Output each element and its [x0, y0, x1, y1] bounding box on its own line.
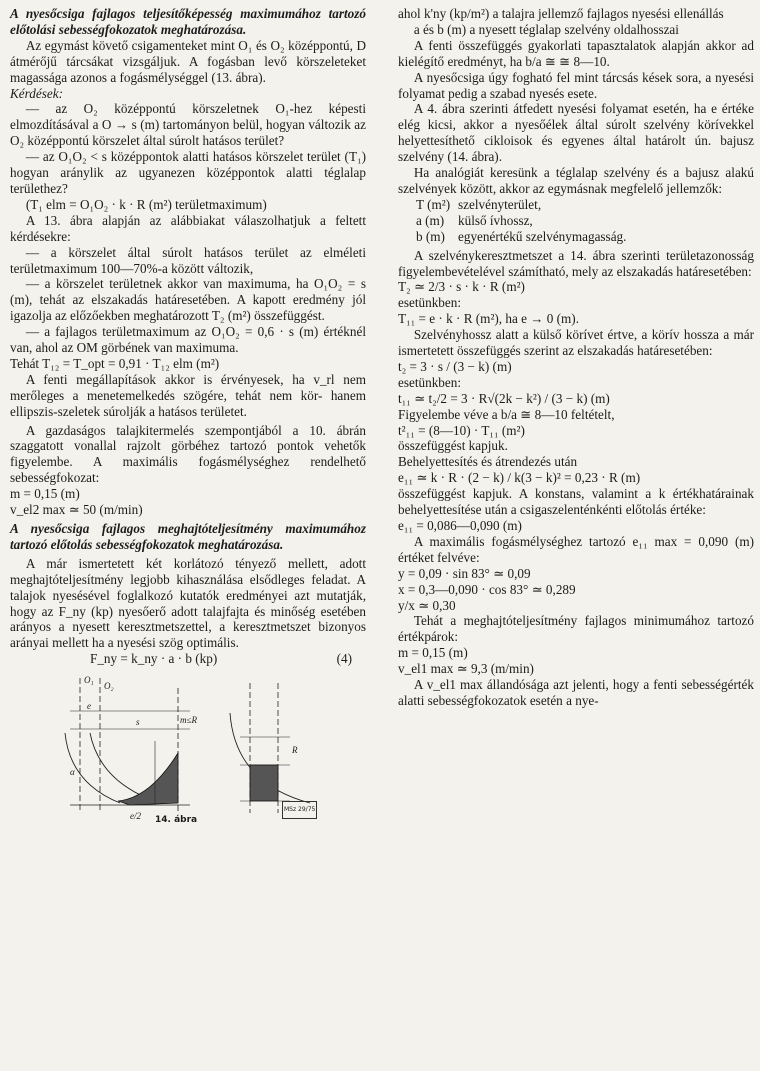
- equation: x = 0,3—0,090 · cos 83° ≃ 0,289: [398, 581, 576, 597]
- answer-item: — a fajlagos területmaximum az O₁O₂ = 0,6 · s (m) értéknél van, ahol az OM görbének van maximuma.: [10, 324, 366, 356]
- equation: e₁₁ = 0,086—0,090 (m): [398, 518, 522, 533]
- section-heading: A nyesőcsiga fajlagos teljesítőképesség maximumához tartozó előtolási sebességfokozatok meghatározása.: [10, 6, 366, 37]
- questions-label: Kérdések:: [10, 85, 63, 101]
- answer-item: — a körszelet által súrolt hatásos terület az elméleti területmaximum 100—70%-a között változik,: [10, 244, 366, 276]
- paragraph: Szelvényhossz alatt a külső körívet értve, a körív hossza a már ismertetett összefüggés szerint az elszakadás határesetében:: [398, 327, 754, 359]
- paragraph: A nyesőcsiga úgy fogható fel mint tárcsás kések sora, a nyesési folyamat pedig a szabad nyesés esete.: [398, 69, 754, 101]
- paragraph: A maximális fogásmélységhez tartozó e₁₁ max = 0,090 (m) értéket felvéve:: [398, 533, 754, 565]
- equation: F_ny = k_ny · a · b (kp): [90, 651, 218, 667]
- equation: m = 0,15 (m): [10, 486, 80, 502]
- text-line: Behelyettesítés és átrendezés után: [398, 454, 578, 470]
- figure-label: m≤R: [180, 715, 197, 726]
- paragraph: összefüggést kapjuk. A konstans, valamint a k értékhatárainak behelyettesítése után a csigaszelenténkénti előtolás értéke:: [398, 486, 754, 518]
- answer-item: — a körszelet területnek akkor van maximuma, ha O₁O₂ = s (m), tehát az elszakadás határesetében. A kapott eredmény jól igazolja az előzőekben meghatározott T₂ (m²) összefüggést.: [10, 276, 366, 324]
- paragraph: Ha analógiát keresünk a téglalap szelvény és a bajusz alakú szelvények között, akkor az egymásnak megfelelő jellemzők:: [398, 165, 754, 196]
- paragraph: A gazdaságos talajkitermelés szempontjából a 10. ábrán szaggatott vonallal rajzolt görbéhez tartozó pontok vehetők figyelembe. A maximális fogásmélységhez rendelhető sebességfokozat:: [10, 422, 366, 486]
- definition-item: T (m²) szelvényterület,: [416, 196, 542, 212]
- paragraph: Tehát a meghajtóteljesítmény fajlagos minimumához tartozó értékpárok:: [398, 613, 754, 645]
- paragraph: A már ismertetett két korlátozó tényező mellett, adott meghajtóteljesítmény legjobb kihasználása elsődleges feladat. A talajok nyesésével foglalkozó kutatók eredményei azt mutatják, hogy az F_ny (kp) nyesőerő adott talajfajta és minőség esetében arányos a nyesett keresztmetszettel, a keresztmetszet bizonyos arányai mellett ha a nyesési szög optimális.: [10, 555, 366, 651]
- text-line: összefüggést kapjuk.: [398, 438, 508, 454]
- right-column: [398, 6, 754, 709]
- figure-label: O₂: [104, 681, 114, 692]
- figure-label: e: [87, 701, 91, 712]
- paragraph: A szelvénykeresztmetszet a 14. ábra szerinti területazonosság figyelembevételével számítható, mely az elszakadás határesetében:: [398, 247, 754, 279]
- paragraph: A fenti összefüggés gyakorlati tapasztalatok alapján akkor ad kielégítő eredményt, ha b/a ≅ ≅ 8—10.: [398, 37, 754, 69]
- equation: T₂ ≃ 2/3 · s · k · R (m²): [398, 279, 525, 295]
- paragraph: A 13. ábra alapján az alábbiakat válaszolhatjuk a feltett kérdésekre:: [10, 212, 366, 244]
- equation: y/x ≃ 0,30: [398, 597, 456, 613]
- paragraph: A fenti megállapítások akkor is érvényesek, ha v_rl nem merőleges a menetemelkedés szögére, tehát nem kör- hanem ellipszis-szeletek súrolják a hatásos területet.: [10, 371, 366, 419]
- paragraph: ahol k'ny (kp/m²) a talajra jellemző fajlagos nyesési ellenállás: [398, 6, 724, 21]
- equation: y = 0,09 · sin 83° ≃ 0,09: [398, 565, 531, 581]
- equation: e₁₁ ≃ k · R · (2 − k) / k(3 − k)² = 0,23 · R (m): [398, 470, 641, 486]
- equation: t₁₁ ≃ t₂/2 = 3 · R√(2k − k²) / (3 − k) (m): [398, 390, 610, 406]
- figure-label: O₁: [84, 675, 94, 686]
- figure-label: s: [136, 717, 140, 728]
- figure-label: R: [292, 745, 298, 756]
- equation: Tehát T₁₂ = T_opt = 0,91 · T₁₂ elm (m²): [10, 355, 220, 371]
- numbered-equation: [10, 651, 366, 667]
- paragraph: a és b (m) a nyesett téglalap szelvény oldalhosszai: [413, 21, 679, 37]
- equation-number: (4): [336, 651, 352, 667]
- formula-line: (T₁ elm = O₁O₂ · k · R (m²) területmaximum): [25, 196, 267, 212]
- equation: t₂ = 3 · s / (3 − k) (m): [398, 358, 512, 374]
- equation: v_el2 max ≃ 50 (m/min): [10, 502, 143, 518]
- equation: T₁₁ = e · k · R (m²), ha e → 0 (m).: [398, 311, 579, 327]
- text-line: esetünkben:: [398, 374, 461, 390]
- text-line: esetünkben:: [398, 295, 461, 311]
- figure-label: α: [70, 767, 75, 778]
- paragraph: Figyelembe véve a b/a ≅ 8—10 feltételt,: [398, 406, 615, 422]
- section-heading: A nyesőcsiga fajlagos meghajtóteljesítmény maximumához tartozó előtolás sebességfokozatok meghatározása.: [10, 521, 366, 552]
- figure-14: [50, 673, 350, 829]
- paragraph: Az egymást követő csigamenteket mint O₁ és O₂ középpontú, D átmérőjű tárcsákat vizsgáljuk. A fogásban levő körszeleteket magassága azonos a fogásmélységgel (13. ábra).: [10, 37, 366, 85]
- paragraph: A 4. ábra szerinti átfedett nyesési folyamat esetén, ha e értéke elég kicsi, akkor a nyesőélek által súrolt szelvény körívekkel helyettesíthető cikloisok és egyenes által határolt ún. bajusz szelvény (14. ábra).: [398, 101, 754, 165]
- figure-label: e/2: [130, 811, 141, 822]
- equation: v_el1 max ≃ 9,3 (m/min): [398, 661, 534, 677]
- equation: t²₁₁ = (8—10) · T₁₁ (m²): [398, 422, 525, 438]
- definition-list: [398, 197, 754, 245]
- definition-item: b (m) egyenértékű szelvénymagasság.: [416, 228, 627, 244]
- definition-item: a (m) külső ívhossz,: [416, 212, 533, 228]
- equation: m = 0,15 (m): [398, 645, 468, 661]
- question-item: — az O₁O₂ < s középpontok alatti hatásos körszelet terület (T₁) hogyan aránylik az ugyanezen középpontok alatti téglalap területhez?: [10, 149, 366, 196]
- figure-stamp: MSz 29/75: [282, 801, 317, 819]
- figure-caption: 14. ábra: [155, 815, 198, 826]
- paragraph: A v_el1 max állandósága azt jelenti, hogy a fenti sebességérték alatti sebességfokozatok esetén a nye-: [398, 677, 754, 708]
- question-item: — az O₂ középpontú körszeletnek O₁-hez képesti elmozdításával a O → s (m) tartományon belül, hogyan változik az O₂ középpontú körszelet által súrolt hatásos terület?: [10, 101, 366, 149]
- left-column: [10, 6, 366, 829]
